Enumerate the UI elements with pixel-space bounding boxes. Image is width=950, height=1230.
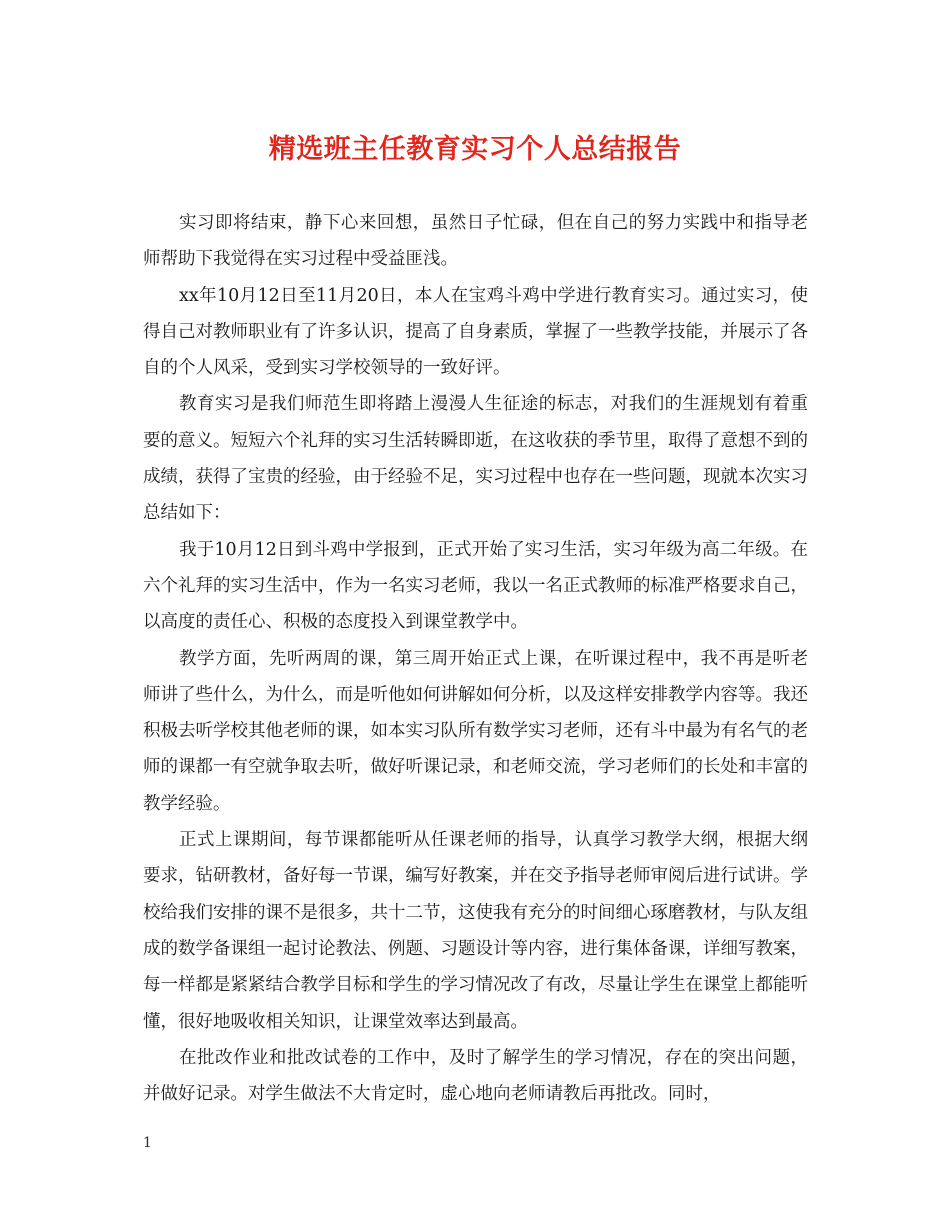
- page-number: 1: [143, 1135, 152, 1151]
- paragraph: 正式上课期间，每节课都能听从任课老师的指导，认真学习教学大纲，根据大纲要求，钻研教材，备好每一节课，编写好教案，并在交予指导老师审阅后进行试讲。学校给我们安排的课不是很多，共十二节，这使我有充分的时间细心琢磨教材，与队友组成的数学备课组一起讨论教法、例题、习题设计等内容，进行集体备课，详细写教案，每一样都是紧紧结合教学目标和学生的学习情况改了有改，尽量让学生在课堂上都能听懂，很好地吸收相关知识，让课堂效率达到最高。: [143, 830, 808, 1032]
- paragraph: 教学方面，先听两周的课，第三周开始正式上课，在听课过程中，我不再是听老师讲了些什么，为什么，而是听他如何讲解如何分析，以及这样安排教学内容等。我还积极去听学校其他老师的课，如本实习队所有数学实习老师，还有斗中最为有名气的老师的课都一有空就争取去听，做好听课记录，和老师交流，学习老师们的长处和丰富的教学经验。: [143, 648, 808, 814]
- document-title: 精选班主任教育实习个人总结报告: [268, 134, 682, 165]
- paragraph: 在批改作业和批改试卷的工作中，及时了解学生的学习情况，存在的突出问题，并做好记录。对学生做法不大肯定时，虚心地向老师请教后再批改。同时，: [143, 1047, 808, 1105]
- paragraph: 教育实习是我们师范生即将踏上漫漫人生征途的标志，对我们的生涯规划有着重要的意义。短短六个礼拜的实习生活转瞬即逝，在这收获的季节里，取得了意想不到的成绩，获得了宝贵的经验，由于经验不足，实习过程中也存在一些问题，现就本次实习总结如下：: [143, 394, 808, 524]
- paragraph: 实习即将结束，静下心来回想，虽然日子忙碌，但在自己的努力实践中和指导老师帮助下我觉得在实习过程中受益匪浅。: [143, 213, 808, 270]
- paragraph: 我于10月12日到斗鸡中学报到，正式开始了实习生活，实习年级为高二年级。在六个礼拜的实习生活中，作为一名实习老师，我以一名正式教师的标准严格要求自己，以高度的责任心、积极的态度投入到课堂教学中。: [143, 539, 808, 633]
- document-body: [143, 205, 808, 1112]
- paragraph: xx年10月12日至11月20日，本人在宝鸡斗鸡中学进行教育实习。通过实习，使得自己对教师职业有了许多认识，提高了自身素质，掌握了一些教学技能，并展示了各自的个人风采，受到实习学校领导的一致好评。: [143, 285, 808, 379]
